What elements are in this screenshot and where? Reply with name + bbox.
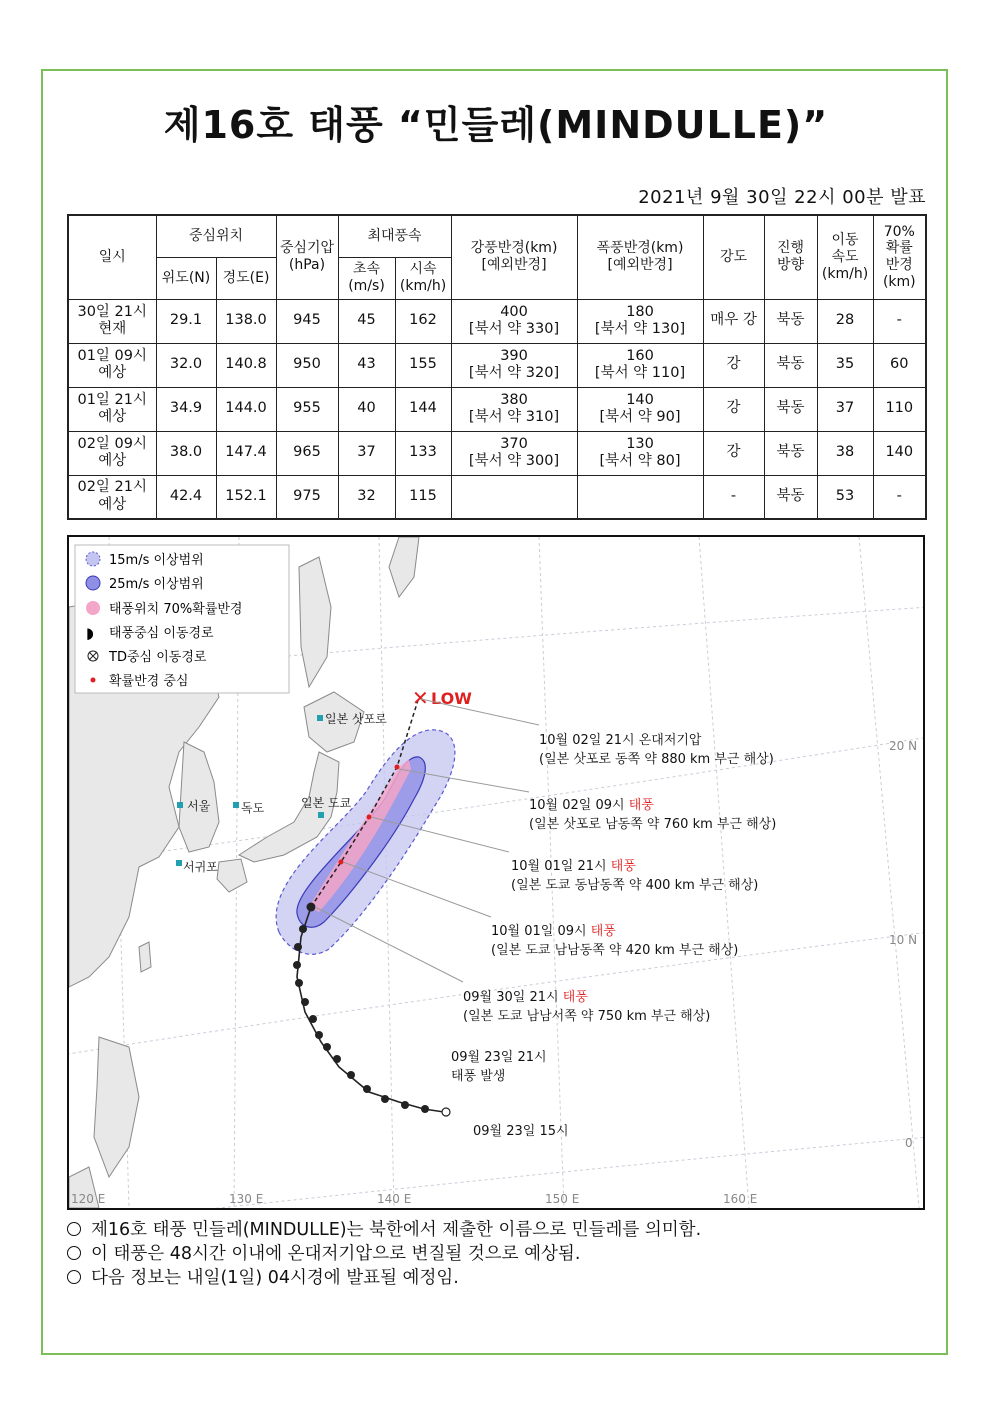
cell-direction: 북동 bbox=[764, 343, 817, 387]
header-lat: 위도(N) bbox=[156, 257, 216, 299]
cell-intensity: - bbox=[703, 475, 764, 519]
note-item bbox=[67, 1242, 927, 1266]
cell-strong: 380 [북서 약 310] bbox=[451, 387, 577, 431]
legend-track-label: 태풍중심 이동경로 bbox=[109, 626, 214, 641]
cell-strong bbox=[451, 475, 577, 519]
cell-pressure: 975 bbox=[276, 475, 338, 519]
cell-lat: 32.0 bbox=[156, 343, 216, 387]
header-prob-radius: 70% 확률 반경 (km) bbox=[873, 215, 926, 299]
typhoon-track-map bbox=[67, 535, 925, 1210]
annotation-1-line1: 10월 02일 21시 온대저기압 bbox=[539, 733, 702, 748]
cell-direction: 북동 bbox=[764, 431, 817, 475]
lon-label-130: 130 E bbox=[229, 1192, 264, 1206]
table-row bbox=[68, 431, 926, 475]
header-wind-ms: 초속 (m/s) bbox=[338, 257, 395, 299]
cell-time: 02일 09시 예상 bbox=[68, 431, 156, 475]
cell-direction: 북동 bbox=[764, 299, 817, 343]
cell-prob: - bbox=[873, 475, 926, 519]
header-wind-kmh: 시속 (km/h) bbox=[395, 257, 451, 299]
cell-lon: 152.1 bbox=[216, 475, 276, 519]
note-item bbox=[67, 1266, 927, 1290]
note-item bbox=[67, 1218, 927, 1242]
cell-storm bbox=[577, 475, 703, 519]
annotation-1-line2: (일본 삿포로 동쪽 약 880 km 부근 해상) bbox=[539, 752, 774, 767]
place-dokdo: 독도 bbox=[241, 801, 265, 815]
annotation-4-line1: 10월 01일 09시 태풍 bbox=[491, 924, 616, 939]
note-text: 다음 정보는 내일(1일) 04시경에 발표될 예정임. bbox=[91, 1268, 459, 1288]
legend-prob-label: 태풍위치 70%확률반경 bbox=[109, 602, 243, 617]
lon-label-150: 150 E bbox=[545, 1192, 580, 1206]
legend-25ms-label: 25m/s 이상범위 bbox=[109, 577, 204, 592]
cell-wind-kmh: 133 bbox=[395, 431, 451, 475]
table-row bbox=[68, 299, 926, 343]
cell-lon: 144.0 bbox=[216, 387, 276, 431]
cell-time: 30일 21시 현재 bbox=[68, 299, 156, 343]
annotation-2-line1: 10월 02일 09시 태풍 bbox=[529, 798, 654, 813]
annotation-2-line2: (일본 삿포로 남동쪽 약 760 km 부근 해상) bbox=[529, 817, 777, 832]
lon-label-120: 120 E bbox=[71, 1192, 106, 1206]
low-x-icon: ✕ bbox=[412, 686, 429, 710]
cell-strong: 400 [북서 약 330] bbox=[451, 299, 577, 343]
lat-label-20: 20 N bbox=[889, 739, 918, 753]
header-pressure: 중심기압 (hPa) bbox=[276, 215, 338, 299]
cell-pressure: 950 bbox=[276, 343, 338, 387]
cell-speed: 37 bbox=[817, 387, 873, 431]
circle-bullet-icon bbox=[67, 1270, 81, 1284]
low-label: LOW bbox=[431, 689, 472, 708]
annotation-4-line2: (일본 도쿄 남남동쪽 약 420 km 부근 해상) bbox=[491, 943, 739, 958]
header-strong-radius: 강풍반경(km) [예외반경] bbox=[451, 215, 577, 299]
header-intensity: 강도 bbox=[703, 215, 764, 299]
page-title: 제16호 태풍 “민들레(MINDULLE)” bbox=[163, 103, 829, 147]
cell-time: 01일 09시 예상 bbox=[68, 343, 156, 387]
cell-time: 01일 21시 예상 bbox=[68, 387, 156, 431]
legend-15ms-label: 15m/s 이상범위 bbox=[109, 553, 204, 568]
cell-storm: 130 [북서 약 80] bbox=[577, 431, 703, 475]
cell-wind-ms: 32 bbox=[338, 475, 395, 519]
cell-storm: 160 [북서 약 110] bbox=[577, 343, 703, 387]
legend-td-label: TD중심 이동경로 bbox=[109, 650, 207, 665]
genesis-point bbox=[442, 1108, 450, 1116]
cell-intensity: 매우 강 bbox=[703, 299, 764, 343]
cell-lat: 34.9 bbox=[156, 387, 216, 431]
header-direction: 진행 방향 bbox=[764, 215, 817, 299]
cell-wind-kmh: 115 bbox=[395, 475, 451, 519]
table-row bbox=[68, 387, 926, 431]
cell-lon: 147.4 bbox=[216, 431, 276, 475]
header-max-wind: 최대풍속 bbox=[338, 215, 451, 257]
note-text: 이 태풍은 48시간 이내에 온대저기압으로 변질될 것으로 예상됨. bbox=[91, 1244, 581, 1264]
start-label: 09월 23일 15시 bbox=[473, 1124, 569, 1139]
cell-lat: 38.0 bbox=[156, 431, 216, 475]
genesis-line1: 09월 23일 21시 bbox=[451, 1050, 547, 1065]
cell-storm: 140 [북서 약 90] bbox=[577, 387, 703, 431]
lat-label-10: 10 N bbox=[889, 933, 918, 947]
header-lon: 경도(E) bbox=[216, 257, 276, 299]
annotation-3-line1: 10월 01일 21시 태풍 bbox=[511, 859, 636, 874]
cell-intensity: 강 bbox=[703, 431, 764, 475]
map-legend bbox=[75, 545, 289, 693]
cell-prob: 60 bbox=[873, 343, 926, 387]
cell-intensity: 강 bbox=[703, 387, 764, 431]
issue-time: 2021년 9월 30일 22시 00분 발표 bbox=[638, 187, 926, 208]
cell-speed: 28 bbox=[817, 299, 873, 343]
cell-pressure: 955 bbox=[276, 387, 338, 431]
place-seogwipo: 서귀포 bbox=[183, 860, 218, 874]
legend-center-label: 확률반경 중심 bbox=[109, 674, 189, 689]
cell-wind-kmh: 144 bbox=[395, 387, 451, 431]
cell-wind-ms: 45 bbox=[338, 299, 395, 343]
annotation-3-line2: (일본 도쿄 동남동쪽 약 400 km 부근 해상) bbox=[511, 878, 759, 893]
cell-wind-ms: 43 bbox=[338, 343, 395, 387]
circle-bullet-icon bbox=[67, 1246, 81, 1260]
header-speed: 이동 속도 (km/h) bbox=[817, 215, 873, 299]
legend-25ms-icon bbox=[86, 576, 100, 590]
cell-speed: 38 bbox=[817, 431, 873, 475]
legend-prob-icon bbox=[86, 601, 100, 615]
annotation-5-line2: (일본 도쿄 남남서쪽 약 750 km 부근 해상) bbox=[463, 1009, 711, 1024]
typhoon-symbol-icon: ◗ bbox=[86, 624, 94, 642]
cell-strong: 390 [북서 약 320] bbox=[451, 343, 577, 387]
cell-prob: 140 bbox=[873, 431, 926, 475]
circle-bullet-icon bbox=[67, 1222, 81, 1236]
cell-time: 02일 21시 예상 bbox=[68, 475, 156, 519]
genesis-line2: 태풍 발생 bbox=[451, 1069, 506, 1084]
cell-speed: 53 bbox=[817, 475, 873, 519]
cell-prob: 110 bbox=[873, 387, 926, 431]
annotation-5-line1: 09월 30일 21시 태풍 bbox=[463, 990, 588, 1005]
lon-label-140: 140 E bbox=[377, 1192, 412, 1206]
cell-lat: 42.4 bbox=[156, 475, 216, 519]
lat-label-0: 0 bbox=[905, 1136, 913, 1150]
cell-intensity: 강 bbox=[703, 343, 764, 387]
header-storm-radius: 폭풍반경(km) [예외반경] bbox=[577, 215, 703, 299]
cell-pressure: 945 bbox=[276, 299, 338, 343]
notes bbox=[67, 1218, 927, 1290]
cell-speed: 35 bbox=[817, 343, 873, 387]
place-tokyo: 일본 도쿄 bbox=[301, 796, 352, 810]
cell-wind-kmh: 162 bbox=[395, 299, 451, 343]
cell-direction: 북동 bbox=[764, 475, 817, 519]
place-sapporo: 일본 삿포로 bbox=[325, 712, 387, 726]
header-time: 일시 bbox=[68, 215, 156, 299]
header-center-position: 중심위치 bbox=[156, 215, 276, 257]
typhoon-info-table bbox=[67, 214, 927, 520]
place-seoul: 서울 bbox=[187, 799, 211, 813]
cell-lat: 29.1 bbox=[156, 299, 216, 343]
cell-wind-ms: 37 bbox=[338, 431, 395, 475]
cell-strong: 370 [북서 약 300] bbox=[451, 431, 577, 475]
prob-center-icon bbox=[91, 678, 96, 683]
table-row bbox=[68, 475, 926, 519]
cell-storm: 180 [북서 약 130] bbox=[577, 299, 703, 343]
land-taiwan bbox=[139, 942, 151, 972]
cell-pressure: 965 bbox=[276, 431, 338, 475]
cell-lon: 138.0 bbox=[216, 299, 276, 343]
note-text: 제16호 태풍 민들레(MINDULLE)는 북한에서 제출한 이름으로 민들레를 의미함. bbox=[91, 1220, 702, 1240]
legend-15ms-icon bbox=[86, 552, 100, 566]
cell-wind-ms: 40 bbox=[338, 387, 395, 431]
cell-wind-kmh: 155 bbox=[395, 343, 451, 387]
cell-direction: 북동 bbox=[764, 387, 817, 431]
cell-lon: 140.8 bbox=[216, 343, 276, 387]
lon-label-160: 160 E bbox=[723, 1192, 758, 1206]
cell-prob: - bbox=[873, 299, 926, 343]
table-row bbox=[68, 343, 926, 387]
